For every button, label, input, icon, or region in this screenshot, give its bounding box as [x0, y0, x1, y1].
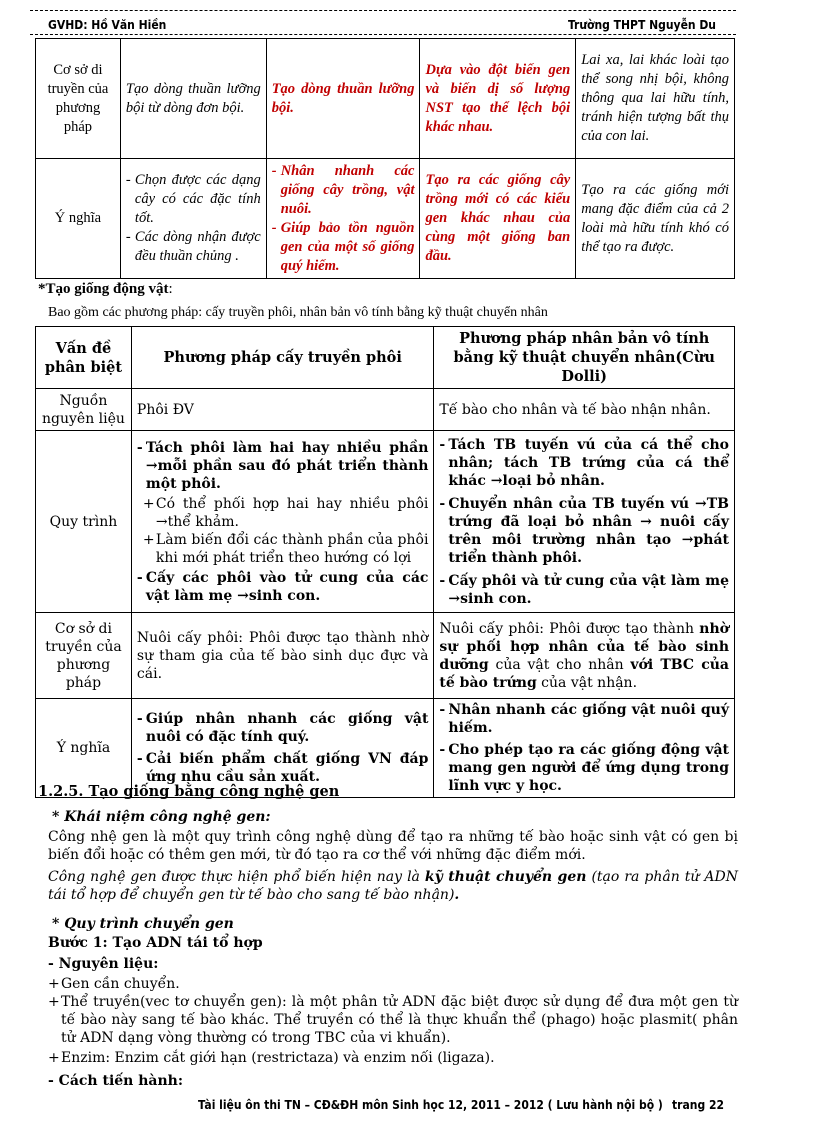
table-header-row	[36, 327, 735, 389]
process-heading: * Quy trình chuyển gen	[52, 916, 234, 932]
materials-list	[48, 975, 738, 1067]
materials: - Nguyên liệu:	[48, 956, 159, 972]
column-header: Phương pháp cấy truyền phôi	[131, 327, 434, 389]
header-rule-bottom	[30, 34, 736, 35]
concept-italic: Công nghệ gen được thực hiện phổ biến hiện nay là kỹ thuật chuyển gen (tạo ra phân tử ADN tái tổ hợp để chuyển gen từ tế bào cho sang tế bào nhận).	[48, 869, 739, 903]
cell: Tạo ra các giống mới mang đặc điểm của cả 2 loài mà hữu tính khó có thể tạo ra được.	[576, 159, 735, 279]
row-label: Cơ sở di truyền của phương pháp	[36, 39, 121, 159]
column-header: Phương pháp nhân bản vô tính bằng kỹ thuật chuyển nhân(Cừu Dolli)	[434, 327, 735, 389]
cell	[434, 699, 735, 798]
cell: Phôi ĐV	[131, 389, 434, 431]
cell: Tạo ra các giống cây trồng mới có các kiểu gen khác nhau của cùng một giống ban đầu.	[420, 159, 576, 279]
cell: Tạo dòng thuần lưỡng bội từ dòng đơn bội.	[120, 39, 266, 159]
list-item: - Cải biến phẩm chất giống VN đáp ứng nhu cầu sản xuất.	[137, 750, 429, 786]
table-row	[36, 159, 735, 279]
list-item: - Chuyển nhân của TB tuyến vú →TB trứng đã loại bỏ nhân → nuôi cấy trên môi trường nhân tạo →phát triển thành phôi.	[439, 495, 729, 567]
row-label: Cơ sở di truyền của phương pháp	[36, 613, 132, 699]
step1: Bước 1: Tạo ADN tái tổ hợp	[48, 935, 263, 951]
table-row	[36, 389, 735, 431]
animal-methods-table	[35, 326, 735, 798]
section-title: 1.2.5. Tạo giống bằng công nghệ gen	[38, 783, 340, 800]
list-item: + Gen cần chuyển.	[48, 975, 738, 993]
list-item: + Làm biến đổi các thành phần của phôi khi mới phát triển theo hướng có lợi	[143, 531, 429, 567]
header-school: Trường THPT Nguyễn Du	[568, 18, 716, 32]
list-item: - Cấy các phôi vào tử cung của các vật làm mẹ →sinh con.	[137, 569, 429, 605]
list-item: - Giúp bảo tồn nguồn gen của một số giống quý hiếm.	[272, 219, 415, 276]
list-item: - Tách phôi làm hai hay nhiều phần →mỗi phần sau đó phát triển thành một phôi.	[137, 439, 429, 493]
list-item: - Nhân nhanh các giống cây trồng, vật nuôi.	[272, 162, 415, 219]
cell: Lai xa, lai khác loài tạo thể song nhị bội, không thông qua lai hữu tính, tránh hiện tượng bất thụ của con lai.	[576, 39, 735, 159]
cell: Nuôi cấy phôi: Phôi được tạo thành nhờ sự tham gia của tế bào sinh dục đực và cái.	[131, 613, 434, 699]
list-item: - Tách TB tuyến vú của cá thể cho nhân; tách TB trứng của cá thể khác →loại bỏ nhân.	[439, 436, 729, 490]
cell: Dựa vào đột biến gen và biến dị số lượng NST tạo thể lệch bội khác nhau.	[420, 39, 576, 159]
page-number: trang 22	[672, 1098, 724, 1112]
animal-heading: *Tạo giống động vật:	[38, 281, 173, 297]
plant-methods-table	[35, 38, 735, 279]
list-item: - Chọn được các dạng cây có các đặc tính tốt.	[126, 171, 261, 228]
list-item: - Cho phép tạo ra các giống động vật mang gen người để ứng dụng trong lĩnh vực y học.	[439, 741, 729, 795]
concept-text: Công nhệ gen là một quy trình công nghệ dùng để tạo ra những tế bào hoặc sinh vật có gen bị biến đổi hoặc có thêm gen mới, từ đó tạo ra cơ thể với những đặc điểm mới.	[48, 829, 738, 863]
method: - Cách tiến hành:	[48, 1073, 183, 1089]
column-header: Vấn đề phân biệt	[36, 327, 132, 389]
cell	[120, 159, 266, 279]
cell: Nuôi cấy phôi: Phôi được tạo thành nhờ sự phối hợp nhân của tế bào sinh dưỡng của vật cho nhân với TBC của tế bào trứng của vật nhận.	[434, 613, 735, 699]
list-item: - Các dòng nhận được đều thuần chủng .	[126, 228, 261, 266]
table-row	[36, 39, 735, 159]
concept-heading: * Khái niệm công nghệ gen:	[52, 809, 271, 825]
cell: Tế bào cho nhân và tế bào nhận nhân.	[434, 389, 735, 431]
cell	[434, 431, 735, 613]
cell	[266, 159, 420, 279]
animal-intro: Bao gồm các phương pháp: cấy truyền phôi, nhân bản vô tính bằng kỹ thuật chuyển nhân	[48, 305, 548, 320]
table-row	[36, 431, 735, 613]
footer-text: Tài liệu ôn thi TN – CĐ&ĐH môn Sinh học 12, 2011 – 2012 ( Lưu hành nội bộ )	[198, 1098, 663, 1112]
cell	[131, 431, 434, 613]
list-item: - Cấy phôi và tử cung của vật làm mẹ →sinh con.	[439, 572, 729, 608]
header-rule	[30, 10, 736, 11]
list-item: - Nhân nhanh các giống vật nuôi quý hiếm.	[439, 701, 729, 737]
list-item: + Enzim: Enzim cắt giới hạn (restrictaza) và enzim nối (ligaza).	[48, 1049, 738, 1067]
row-label: Quy trình	[36, 431, 132, 613]
list-item: + Có thể phối hợp hai hay nhiều phôi →thể khảm.	[143, 495, 429, 531]
row-label: Nguồn nguyên liệu	[36, 389, 132, 431]
header-teacher: GVHD: Hồ Văn Hiền	[48, 18, 167, 32]
cell: Tạo dòng thuần lưỡng bội.	[266, 39, 420, 159]
list-item: + Thể truyền(vec tơ chuyển gen): là một phân tử ADN đặc biệt được sử dụng để đưa một gen từ tế bào này sang tế bào khác. Thể truyền có thể là thực khuẩn thể (phago) hoặc plasmit( phân tử ADN dạng vòng thường có trong TBC của vi khuẩn).	[48, 993, 738, 1047]
row-label: Ý nghĩa	[36, 159, 121, 279]
list-item: - Giúp nhân nhanh các giống vật nuôi có đặc tính quý.	[137, 710, 429, 746]
table-row	[36, 613, 735, 699]
row-label: Ý nghĩa	[36, 699, 132, 798]
